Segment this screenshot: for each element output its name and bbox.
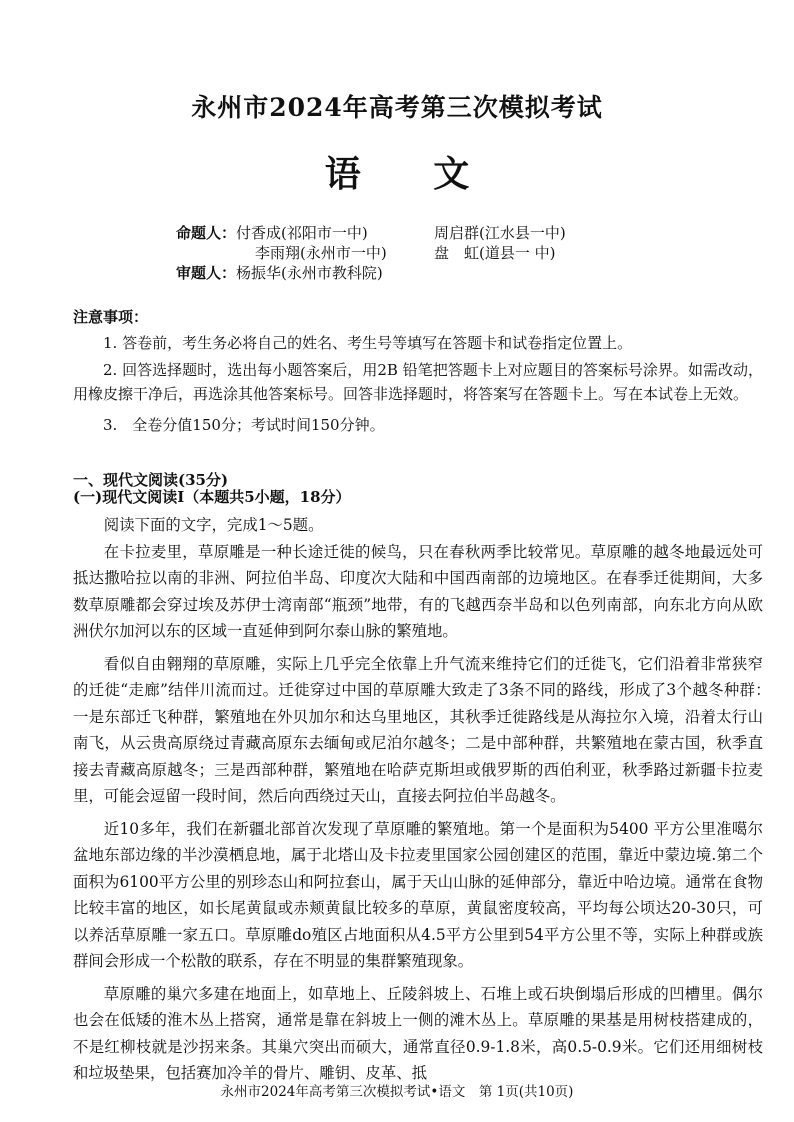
passage-paragraph: 草原雕的巢穴多建在地面上，如草地上、丘陵斜坡上、石堆上或石块倒塌后形成的凹槽里。偶尔也会在低矮的淮木丛上搭窝，通常是靠在斜坡上一侧的滩木丛上。草原雕的果基是用树枝搭建成的，不是红柳枝就是沙拐来条。其巢穴突出而硕大，通常直径0.9-1.8米，高0.5-0.9米。它们还用细树枝和垃圾垫果，包括赛加冷羊的骨片、雕钥、皮革、抵 (73, 984, 763, 1082)
page-footer: 永州市2024年高考第三次模拟考试•语文 第 1页(共10页) (220, 1084, 574, 1100)
notice-heading: 注意事项： (73, 308, 149, 326)
reviewer-line (176, 262, 383, 283)
setter-name: 付香成(祁阳市一中) (236, 224, 368, 242)
reviewer-label: 审题人： (176, 264, 237, 282)
reading-passage (73, 512, 779, 1087)
exam-title: 永州市2024年高考第三次模拟考试 (191, 93, 603, 122)
passage-paragraph: 看似自由翱翔的草原雕，实际上几乎完全依靠上升气流来维持它们的迁徙飞，它们沿着非常狭窄的迁徙“走廊”结伴川流而过。迁徙穿过中国的草原雕大致走了3条不同的路线，形成了3个越冬种群： 一是东部迁飞种群，繁殖地在外贝加尔和达乌里地区，其秋季迁徙路线是从海拉尔入境，沿着太行山南飞，从云贵高原绕过青藏高原东去缅甸或尼泊尔越冬；二是中部种群，共繁殖地在蒙古国，秋季直接去青藏高原越冬；三是西部种群，繁殖地在哈萨克斯坦或俄罗斯的西伯利亚，秋季路过新疆卡拉麦里，可能会逗留一段时间，然后向西绕过天山，直接去阿拉伯半岛越冬。 (73, 654, 779, 805)
passage-paragraph: 近10多年，我们在新疆北部首次发现了草原雕的繁殖地。第一个是面积为5400 平方公里准噶尔盆地东部边缘的半沙漠栖息地，属于北塔山及卡拉麦里国家公园创建区的范围，靠近中蒙边境.第二个面积为6100平方公里的别珍态山和阿拉套山，属于天山山脉的延伸部分，靠近中哈边境。通常在食物比较丰富的地区，如长尾黄鼠或赤颊黄鼠比较多的草原，黄鼠密度较高，平均每公顷达20-30只，可以养活草原雕一家五口。草原雕do殖区占地面积从4.5平方公里到54平方公里不等，实际上种群或族群间会形成一个松散的联系，存在不明显的集群繁殖现象。 (73, 819, 763, 970)
notice-section (73, 306, 763, 436)
setters-label: 命题人： (176, 224, 237, 242)
notice-item: 1. 答卷前，考生务必将自己的姓名、考生号等填写在答题卡和试卷指定位置上。 (103, 334, 633, 352)
passage-paragraph: 在卡拉麦里，草原雕是一种长途迁徙的候鸟，只在春秋两季比较常见。草原雕的越冬地最远处可抵达撒哈拉以南的非洲、阿拉伯半岛、印度次大陆和中国西南部的边境地区。在春季迁徙期间，大多数草原雕都会穿过埃及苏伊士湾南部“瓶颈”地带，有的飞越西奈半岛和以色列南部，向东北方向从欧洲伏尔加河以东的区域一直延伸到阿尔泰山脉的繁殖地。 (73, 542, 763, 640)
subject-title: 语 文 (324, 153, 500, 195)
setter-name: 周启群(江水县一中) (434, 224, 566, 242)
notice-item: 3. 全卷分值150分；考试时间150分钟。 (103, 416, 385, 434)
instruction: 阅读下面的文字，完成1～5题。 (103, 516, 324, 534)
section-subheading: (一)现代文阅读I（本题共5小题，18分） (73, 488, 351, 506)
setter-name: 李雨翔(永州市一中) (255, 244, 387, 262)
setters-line-1 (176, 222, 368, 243)
setter-name: 盘 虹(道县一 中) (434, 244, 556, 262)
section-heading: 一、现代文阅读(35分) (73, 471, 229, 489)
notice-item: 2. 回答选择题时，选出每小题答案后，用2B 铅笔把答题卡上对应题目的答案标号涂界。如需改动，用橡皮擦干净后，再选涂其他答案标号。回答非选择题时，将答案写在答题卡上。写在本试卷上无效。 (73, 361, 763, 403)
reviewer-name: 杨振华(永州市教科院) (236, 264, 383, 282)
